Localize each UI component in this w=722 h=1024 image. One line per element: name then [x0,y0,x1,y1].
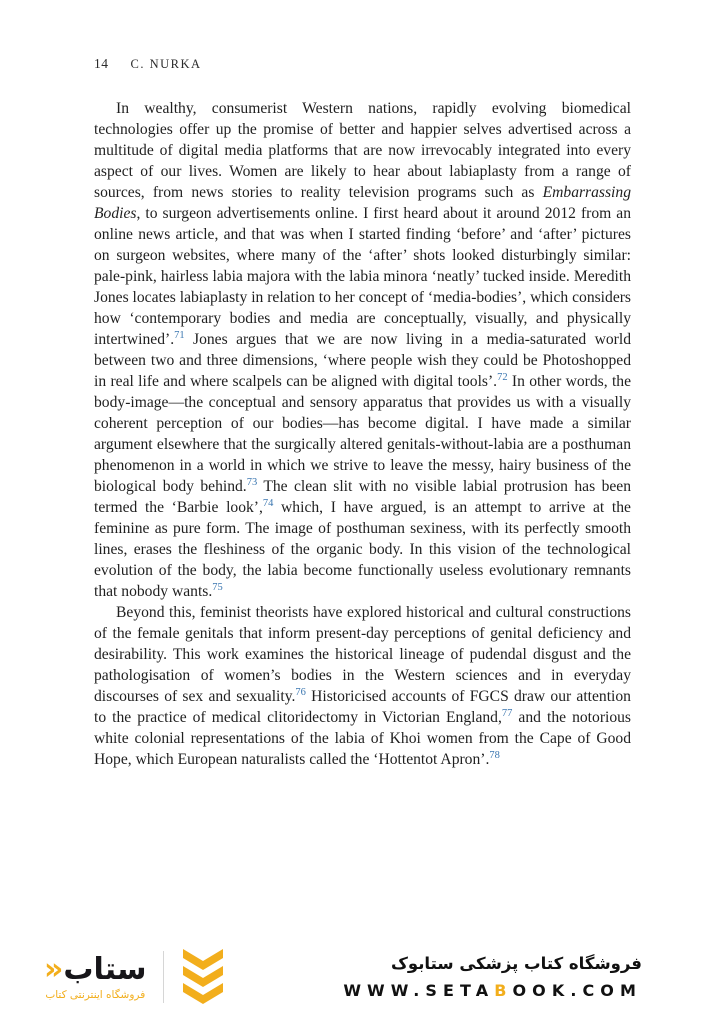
running-head: C. NURKA [130,57,202,71]
page-body [94,98,631,770]
body-text-run: , to surgeon advertisements online. I first heard about it around 2012 from an online news article, and that was when I started finding ‘before’ and ‘after’ pictures on surgeon websites, where many of the ‘after’ shots looked disturbingly similar: pale-pink, hairless labia majora with the labia minora ‘neatly’ tucked inside. Meredith Jones locates labiaplasty in relation to her concept of ‘media-bodies’, which considers how ‘contemporary bodies and media are conceptually, visually, and physically intertwined’. [94,205,631,348]
body-text-run: Beyond this, feminist theorists have explored historical and cultural constructions of the female genitals that inform present-day perceptions of genital deficiency and desirability. This work examines the historical lineage of pudendal disgust and the pathologisation of women’s bodies in the Western sciences and in everyday discourses of sex and sexuality. [94,604,631,705]
body-text-run: Historicised accounts of FGCS draw our attention to the practice of medical clitoridectomy in Victorian England, [94,688,631,726]
setabook-wordmark [44,953,147,1001]
website-url-segment: OOK.COM [512,981,642,1000]
website-url [343,981,642,1000]
website-url-segment: B [494,981,513,1000]
footer-divider [163,951,164,1003]
footer-text-block [343,954,642,1000]
footnote-reference[interactable]: 78 [489,749,500,761]
setabook-logo-lockup [44,948,226,1006]
page-number: 14 [94,56,109,71]
page-header [94,56,630,72]
body-text-run: Jones argues that we are now living in a media-saturated world between two and three dimensions, ‘where people wish they could be Photoshopped in real life and where scalpels can be aligned with digital tools’. [94,331,631,390]
italic-title: Embarrassing Bodies [94,184,631,222]
footer-banner [0,938,722,1016]
body-text-run: which, I have argued, is an attempt to arrive at the feminine as pure form. The image of posthuman sexiness, with its perfectly smooth lines, erases the fleshiness of the organic body. In this vision of the technological evolution of the body, the labia become functionally useless evolutionary remnants that nobody wants. [94,499,631,600]
footnote-reference[interactable]: 72 [497,371,508,383]
footnote-reference[interactable]: 76 [295,686,306,698]
store-name-farsi: فروشگاه کتاب پزشکی ستابوک [391,954,642,973]
footnote-reference[interactable]: 71 [174,329,185,341]
stacked-chevrons-icon [180,948,226,1006]
body-text-run: In other words, the body-image—the conceptual and sensory apparatus that provides us with a visually coherent perception of our bodies—has become digital. I have made a similar argument elsewhere that the surgically altered genitals-without-labia are a posthuman phenomenon in a world in which we strive to leave the messy, hairy business of the biological body behind. [94,373,631,495]
footnote-reference[interactable]: 73 [246,476,258,488]
website-url-segment: WWW.SETA [343,981,495,1000]
setabook-wordmark-text: ستاب« [44,952,147,987]
body-text-run: In wealthy, consumerist Western nations, rapidly evolving biomedical technologies offer up the promise of better and happier selves advertised across a multitude of digital media platforms that are now irrevocably integrated into every aspect of our lives. Women are likely to hear about labiaplasty from a range of sources, from news stories to reality television programs such as [94,100,631,201]
paragraph [94,98,631,602]
body-text-run: The clean slit with no visible labial protrusion has been termed the ‘Barbie look’, [94,478,632,516]
footnote-reference[interactable]: 77 [501,707,513,719]
body-text-run: and the notorious white colonial representations of the labia of Khoi women from the Cape of Good Hope, which European naturalists called the ‘Hottentot Apron’. [94,709,632,768]
wordmark-subtitle: فروشگاه اینترنتی کتاب [45,989,146,1001]
wordmark-chevron-mark: « [44,952,64,987]
footnote-reference[interactable]: 74 [262,497,274,509]
paragraph [94,602,631,770]
footnote-reference[interactable]: 75 [212,581,223,593]
